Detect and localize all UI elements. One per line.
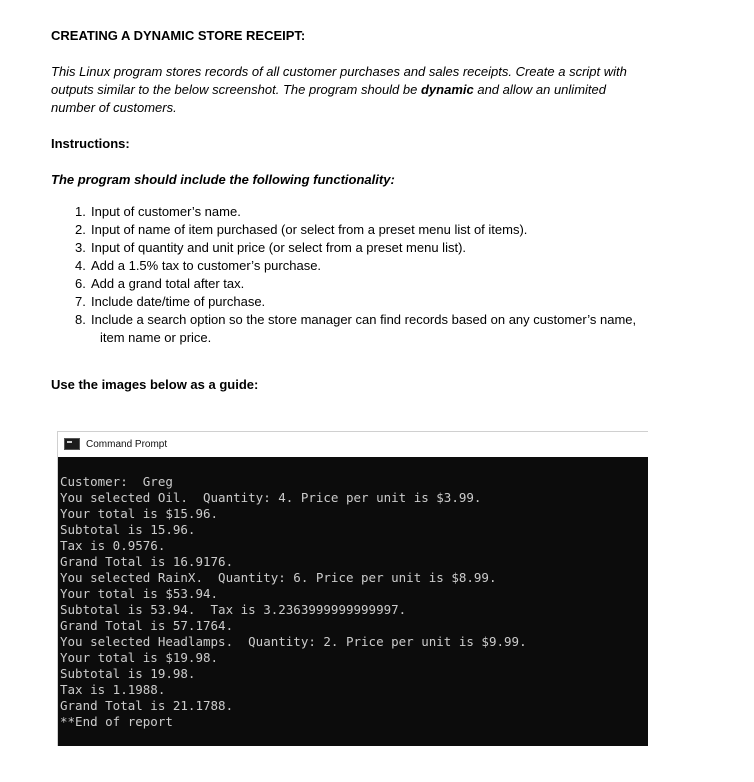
terminal-line: Tax is 0.9576. bbox=[60, 538, 166, 553]
window-title: Command Prompt bbox=[86, 438, 168, 450]
intro-text-1: This Linux program stores records of all customer purchases and sales receipts. Create a script with outputs similar to the below screenshot. The program should be bbox=[51, 64, 627, 97]
list-item bbox=[75, 257, 636, 275]
list-item-text: Include a search option so the store manager can find records based on any customer’s name, bbox=[91, 312, 637, 327]
intro-text-2: and allow an unlimited number of customers. bbox=[51, 82, 606, 115]
terminal-line: You selected RainX. Quantity: 6. Price per unit is $8.99. bbox=[60, 570, 497, 585]
list-item-continuation bbox=[75, 329, 636, 347]
list-number: 8. bbox=[75, 312, 86, 327]
list-item-text: Input of name of item purchased (or select from a preset menu list of items). bbox=[91, 222, 528, 237]
document-title: CREATING A DYNAMIC STORE RECEIPT: bbox=[51, 28, 306, 43]
terminal-line: Subtotal is 15.96. bbox=[60, 522, 196, 537]
list-number: 1. bbox=[75, 204, 86, 219]
list-number: 6. bbox=[75, 276, 86, 291]
intro-bold-dynamic: dynamic bbox=[420, 82, 474, 97]
terminal-line: Customer: Greg bbox=[60, 474, 173, 489]
list-item bbox=[75, 275, 636, 293]
terminal-line: Grand Total is 16.9176. bbox=[60, 554, 234, 569]
list-item-text: Add a grand total after tax. bbox=[91, 276, 245, 291]
list-item bbox=[75, 311, 636, 329]
intro-paragraph bbox=[51, 63, 651, 117]
terminal-line: Subtotal is 53.94. Tax is 3.2363999999999997. bbox=[60, 602, 407, 617]
requirements-list bbox=[75, 203, 636, 347]
list-item-text: Include date/time of purchase. bbox=[91, 294, 266, 309]
guide-heading: Use the images below as a guide: bbox=[51, 377, 259, 392]
terminal-line: Grand Total is 21.1788. bbox=[60, 698, 234, 713]
terminal-output bbox=[58, 457, 648, 746]
list-item bbox=[75, 293, 636, 311]
list-item-text: item name or price. bbox=[100, 330, 212, 345]
terminal-line: Tax is 1.1988. bbox=[60, 682, 166, 697]
list-number: 2. bbox=[75, 222, 86, 237]
terminal-line: Grand Total is 57.1764. bbox=[60, 618, 234, 633]
list-number: 3. bbox=[75, 240, 86, 255]
terminal-line: Your total is $53.94. bbox=[60, 586, 219, 601]
list-item-text: Input of customer’s name. bbox=[91, 204, 241, 219]
command-prompt-titlebar bbox=[58, 432, 648, 456]
terminal-line: You selected Oil. Quantity: 4. Price per unit is $3.99. bbox=[60, 490, 482, 505]
list-item bbox=[75, 203, 636, 221]
terminal-line: **End of report bbox=[60, 714, 173, 729]
functionality-heading: The program should include the following functionality: bbox=[51, 172, 395, 187]
instructions-heading: Instructions: bbox=[51, 136, 130, 151]
list-item bbox=[75, 239, 636, 257]
terminal-icon bbox=[64, 438, 80, 450]
list-item-text: Input of quantity and unit price (or select from a preset menu list). bbox=[91, 240, 467, 255]
command-prompt-window bbox=[57, 431, 648, 746]
list-number: 4. bbox=[75, 258, 86, 273]
list-number: 7. bbox=[75, 294, 86, 309]
terminal-line: Your total is $19.98. bbox=[60, 650, 219, 665]
list-item-text: Add a 1.5% tax to customer’s purchase. bbox=[91, 258, 322, 273]
terminal-line: Subtotal is 19.98. bbox=[60, 666, 196, 681]
list-item bbox=[75, 221, 636, 239]
terminal-line: You selected Headlamps. Quantity: 2. Price per unit is $9.99. bbox=[60, 634, 527, 649]
terminal-line: Your total is $15.96. bbox=[60, 506, 219, 521]
